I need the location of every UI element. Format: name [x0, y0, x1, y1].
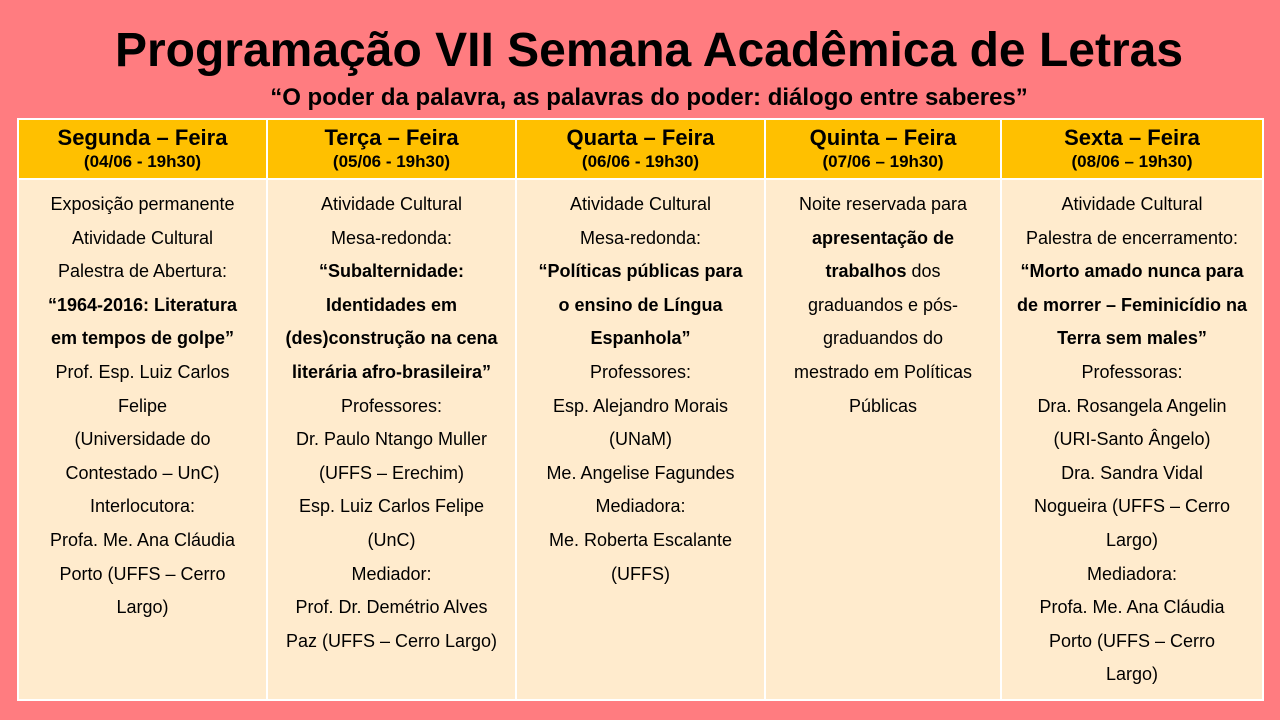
schedule-line: Palestra de encerramento: [1025, 227, 1239, 248]
day-cell-friday [1001, 179, 1263, 700]
schedule-line: Mediador: [351, 563, 432, 584]
schedule-line: Profa. Me. Ana Cláudia [1039, 597, 1225, 618]
schedule-line: Atividade Cultural [71, 227, 214, 248]
schedule-line: (UNaM) [609, 429, 672, 450]
day-cell-monday [18, 179, 267, 700]
schedule-line: Públicas [848, 395, 918, 416]
day-date: (04/06 - 19h30) [83, 152, 202, 171]
schedule-table [17, 118, 1264, 701]
schedule-line: Dra. Rosangela Angelin [1037, 395, 1227, 416]
talk-title-line: “Morto amado nunca para [1020, 261, 1244, 282]
day-header-thursday [765, 119, 1001, 179]
schedule-line: Me. Angelise Fagundes [546, 462, 735, 483]
schedule-line: Mesa-redonda: [579, 227, 702, 248]
day-cell-wednesday [516, 179, 765, 700]
schedule-line: Nogueira (UFFS – Cerro [1033, 496, 1231, 517]
talk-title-line: em tempos de golpe” [50, 328, 235, 349]
schedule-line: Contestado – UnC) [65, 462, 220, 483]
schedule-line: Atividade Cultural [569, 194, 712, 214]
schedule-line: Largo) [1105, 664, 1159, 685]
schedule-line: Prof. Dr. Demétrio Alves [295, 597, 488, 618]
schedule-line: (URI-Santo Ângelo) [1053, 429, 1211, 450]
talk-title-line: “Subalternidade: [318, 261, 465, 282]
highlight-line: apresentação de [811, 227, 955, 248]
schedule-line [772, 255, 994, 289]
schedule-text: dos [911, 261, 941, 282]
day-header-friday [1001, 119, 1263, 179]
day-cell-tuesday [267, 179, 516, 700]
schedule-line: graduandos do [822, 328, 944, 349]
schedule-body-row [18, 179, 1263, 700]
schedule-line: Mediadora: [1086, 563, 1178, 584]
schedule-line: Professores: [340, 395, 443, 416]
schedule-line: Porto (UFFS – Cerro [1048, 630, 1216, 651]
day-header-monday [18, 119, 267, 179]
schedule-line: Exposição permanente [50, 194, 235, 214]
schedule-line: Largo) [116, 597, 169, 618]
schedule-line: (UFFS – Erechim) [318, 462, 464, 483]
schedule-line: (UnC) [367, 529, 416, 550]
day-header-wednesday [516, 119, 765, 179]
schedule-line: Me. Roberta Escalante [548, 529, 733, 550]
schedule-line: Largo) [1105, 529, 1159, 550]
schedule-line: mestrado em Políticas [793, 361, 973, 382]
day-date: (07/06 – 19h30) [822, 152, 944, 171]
talk-title-line: Identidades em [325, 294, 458, 315]
schedule-line: Atividade Cultural [320, 194, 463, 214]
schedule-line: Felipe [117, 395, 168, 416]
schedule-line: Mediadora: [595, 496, 686, 517]
day-name: Terça – Feira [324, 125, 459, 150]
schedule-line: Professoras: [1081, 361, 1183, 382]
schedule-line: Prof. Esp. Luiz Carlos [55, 361, 230, 382]
talk-title-line: literária afro-brasileira” [291, 361, 492, 382]
talk-title-line: “1964-2016: Literatura [47, 294, 238, 315]
talk-title-line: o ensino de Língua [558, 294, 723, 315]
schedule-line: Porto (UFFS – Cerro [59, 563, 226, 584]
schedule-line: Dra. Sandra Vidal [1061, 462, 1203, 483]
day-date: (05/06 - 19h30) [332, 152, 451, 171]
day-name: Quarta – Feira [566, 125, 715, 150]
schedule-line: Dr. Paulo Ntango Muller [295, 429, 488, 450]
talk-title-line: Terra sem males” [1057, 328, 1207, 349]
schedule-line: Interlocutora: [89, 496, 196, 517]
schedule-line: Palestra de Abertura: [57, 261, 228, 282]
day-name: Segunda – Feira [57, 125, 228, 150]
schedule-header-row [18, 119, 1263, 179]
day-name: Quinta – Feira [809, 125, 957, 150]
highlight-text: trabalhos [825, 261, 907, 282]
day-date: (06/06 - 19h30) [581, 152, 700, 171]
page-title: Programação VII Semana Acadêmica de Letras [114, 24, 1184, 77]
schedule-line: Noite reservada para [798, 194, 968, 214]
schedule-line: graduandos e pós- [807, 294, 959, 315]
page-subtitle: “O poder da palavra, as palavras do poder: diálogo entre saberes” [270, 84, 1028, 111]
schedule-line: Mesa-redonda: [330, 227, 453, 248]
day-date: (08/06 – 19h30) [1071, 152, 1193, 171]
day-header-tuesday [267, 119, 516, 179]
schedule-line: (UFFS) [611, 563, 670, 584]
talk-title-line: “Políticas públicas para [538, 261, 743, 282]
day-name: Sexta – Feira [1064, 125, 1200, 150]
talk-title-line: (des)construção na cena [285, 328, 498, 349]
schedule-line: (Universidade do [74, 429, 211, 450]
schedule-line: Paz (UFFS – Cerro Largo) [285, 630, 498, 651]
day-cell-thursday [765, 179, 1001, 700]
talk-title-line: de morrer – Feminicídio na [1016, 294, 1248, 315]
schedule-line: Professores: [589, 361, 692, 382]
schedule-line: Atividade Cultural [1061, 194, 1203, 214]
schedule-line: Esp. Alejandro Morais [552, 395, 729, 416]
talk-title-line: Espanhola” [590, 328, 691, 349]
schedule-line: Esp. Luiz Carlos Felipe [298, 496, 485, 517]
schedule-line: Profa. Me. Ana Cláudia [49, 529, 236, 550]
